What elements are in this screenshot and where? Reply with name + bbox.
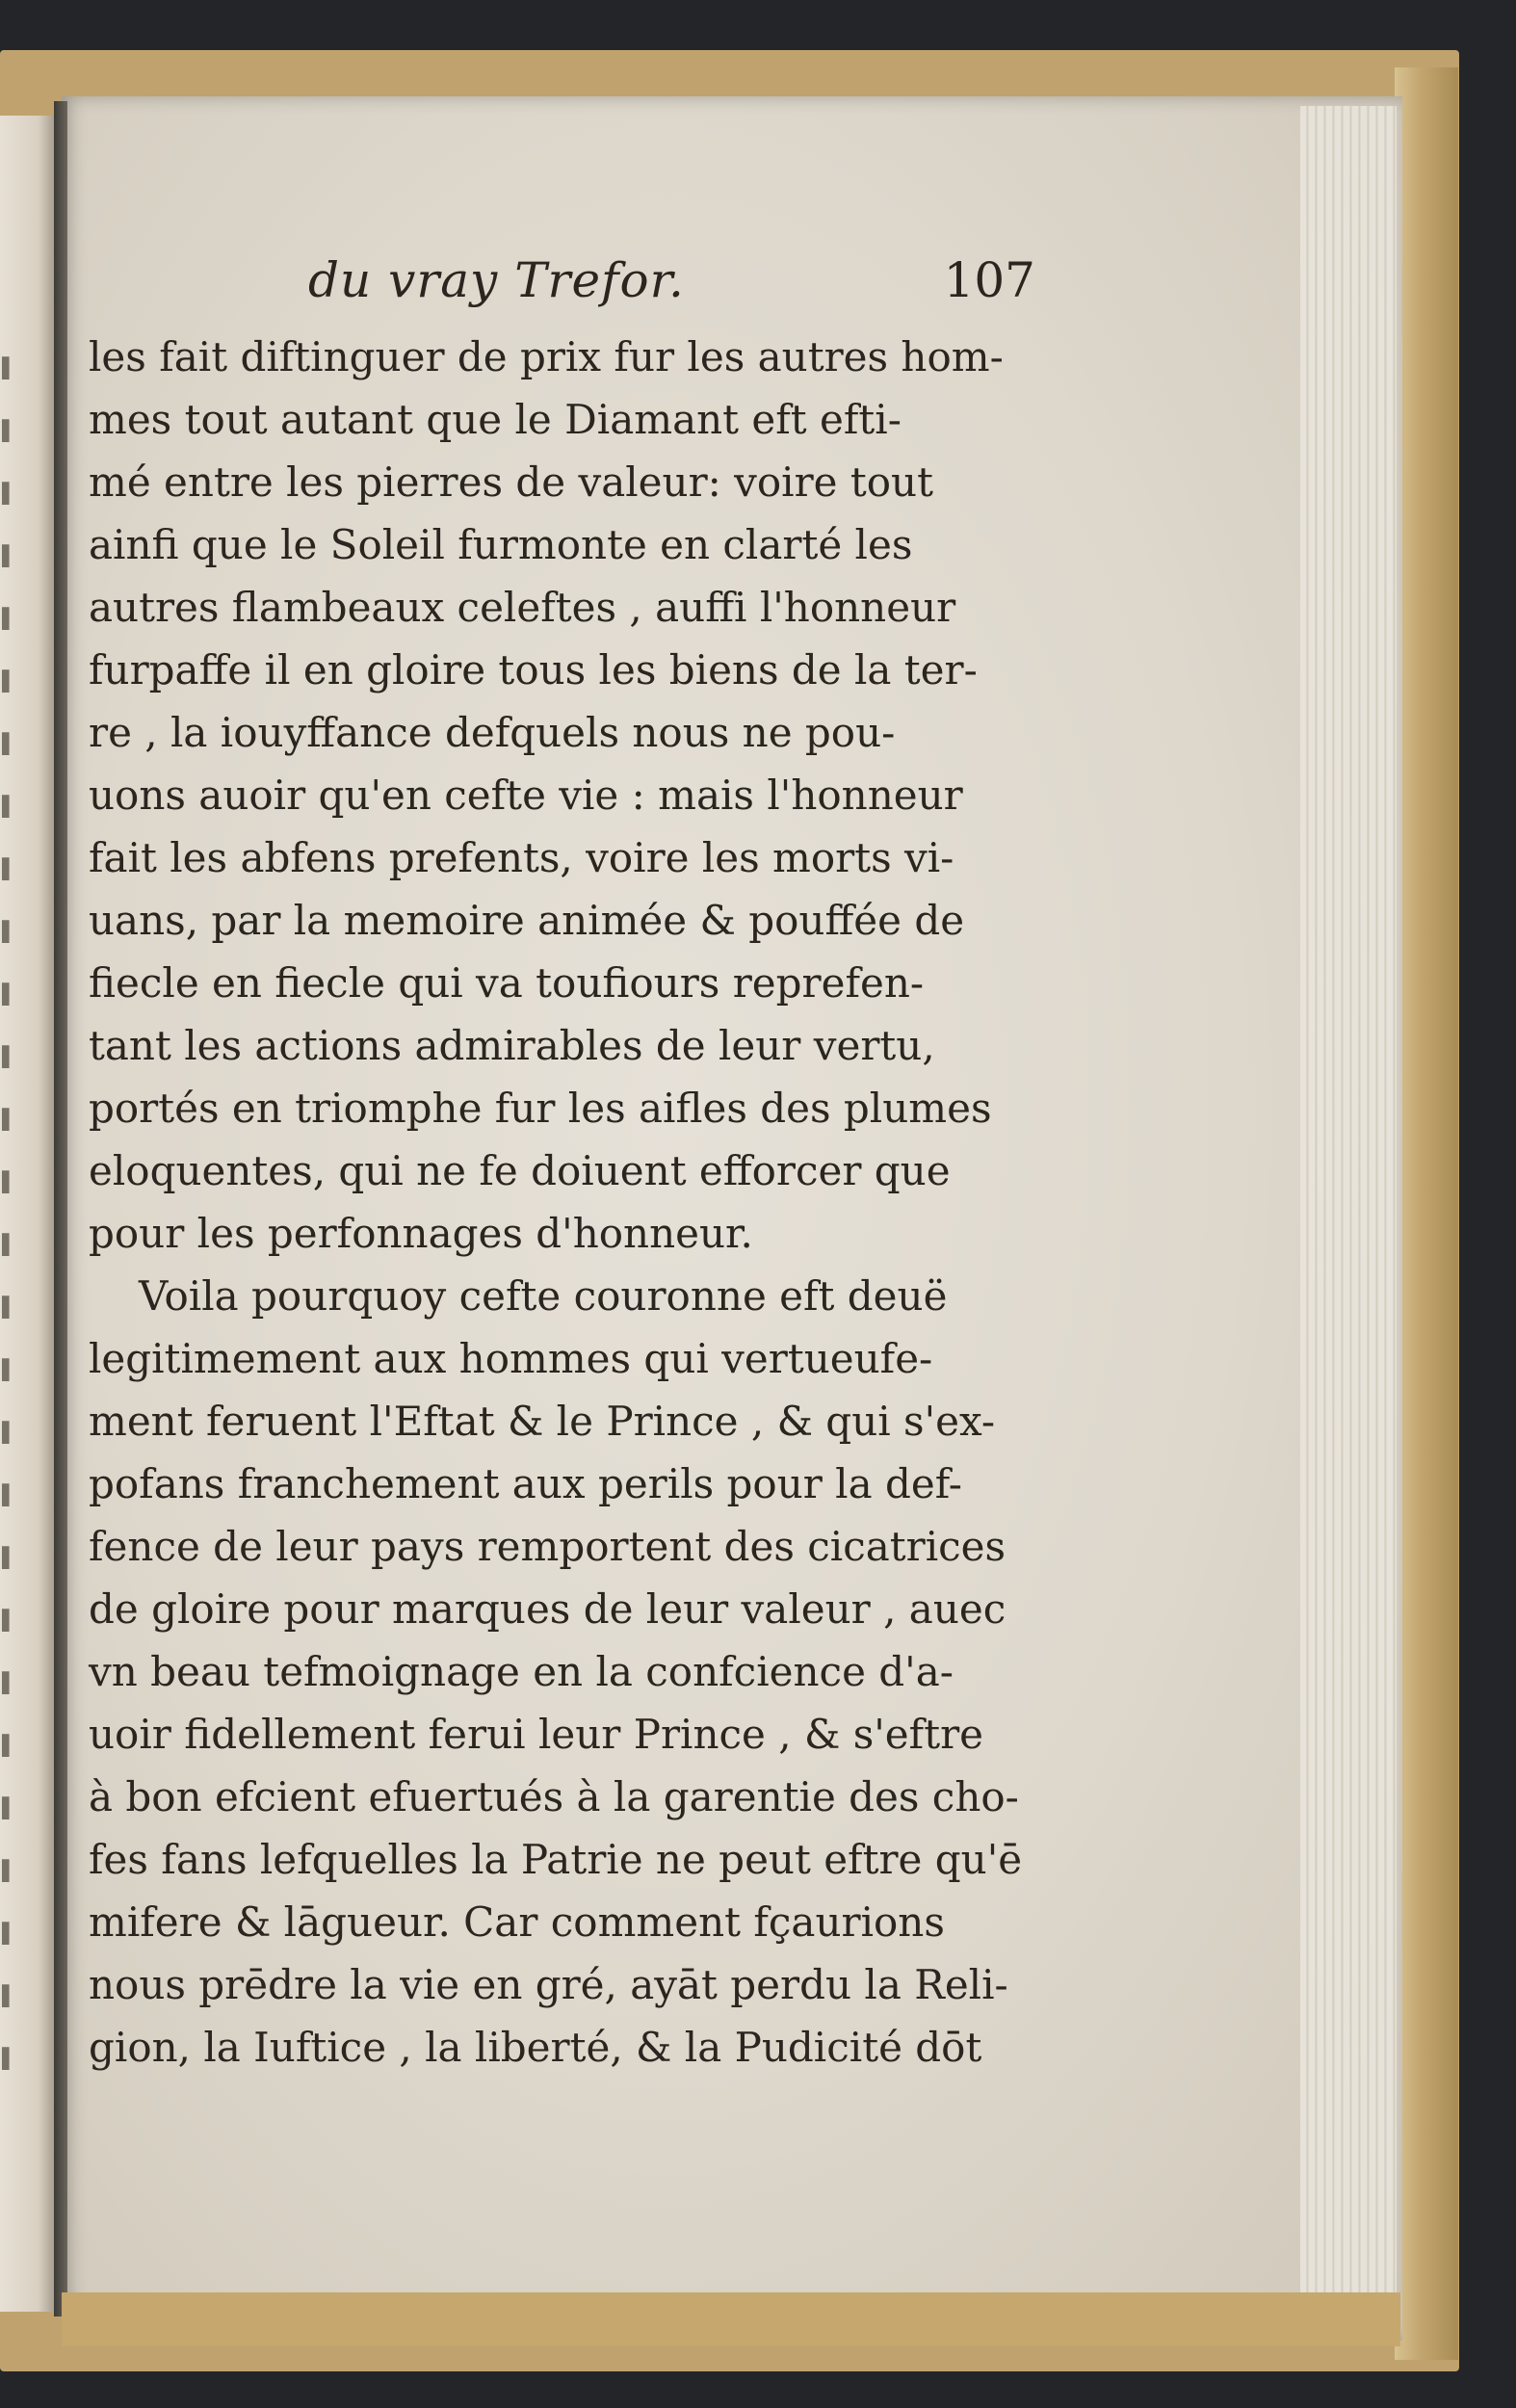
text-line: nous prēdre la vie en gré, ayāt perdu la Reli- — [89, 1961, 1008, 2008]
text-line: pofans franchement aux perils pour la def- — [89, 1460, 962, 1507]
page-number: 107 — [943, 252, 1035, 308]
text-line: uons auoir qu'en cefte vie : mais l'honneur — [89, 772, 963, 819]
text-line: re , la iouyffance defquels nous ne pou- — [89, 709, 896, 756]
text-line: legitimement aux hommes qui vertueufe- — [89, 1335, 933, 1382]
text-line: tant les actions admirables de leur vertu, — [89, 1022, 935, 1069]
text-line: ainfi que le Soleil furmonte en clarté les — [89, 521, 913, 568]
text-line: ment feruent l'Eftat & le Prince , & qui s'ex- — [89, 1398, 996, 1445]
text-line: fiecle en fiecle qui va toufiours reprefen- — [89, 959, 925, 1007]
text-line: pour les perfonnages d'honneur. — [89, 1210, 753, 1257]
text-line: à bon efcient efuertués à la garentie des cho- — [89, 1773, 1019, 1820]
gutter — [54, 101, 67, 2316]
text-line: fes fans lefquelles la Patrie ne peut eftre qu'ē — [89, 1836, 1023, 1883]
page-fore-edge — [1300, 106, 1397, 2321]
text-line: gion, la Iuftice , la liberté, & la Pudicité dōt — [89, 2024, 982, 2071]
text-line: autres flambeaux celeftes , auffi l'honneur — [89, 584, 956, 631]
text-line: vn beau tefmoignage en la confcience d'a- — [89, 1648, 954, 1695]
text-line: eloquentes, qui ne fe doiuent efforcer que — [89, 1147, 951, 1194]
running-title: du vray Trefor. — [308, 252, 685, 308]
text-line: portés en triomphe fur les aifles des plumes — [89, 1085, 992, 1132]
text-line: mifere & lāgueur. Car comment fçaurions — [89, 1898, 945, 1946]
paragraph-start-line: Voila pourquoy cefte couronne eft deuë — [139, 1272, 948, 1320]
text-line: uans, par la memoire animée & pouffée de — [89, 897, 965, 944]
text-line: mes tout autant que le Diamant eft efti- — [89, 396, 902, 443]
text-line: furpaffe il en gloire tous les biens de la ter- — [89, 646, 978, 694]
page-header — [289, 252, 1050, 329]
binding-edge — [1395, 67, 1458, 2360]
text-line: fence de leur pays remportent des cicatrices — [89, 1523, 1006, 1570]
text-line: mé entre les pierres de valeur: voire tout — [89, 458, 933, 506]
text-line: uoir fidellement ferui leur Prince , & s'eftre — [89, 1711, 984, 1758]
bottom-board-strip — [62, 2292, 1400, 2346]
text-line: les fait diftinguer de prix fur les autres hom- — [89, 333, 1004, 380]
facing-page-stubs: ▌ ▌ ▌ ▌ ▌ ▌ ▌ ▌ ▌ ▌ ▌ ▌ ▌ ▌ ▌ ▌ ▌ ▌ ▌ ▌ ▌ ▌ ▌ ▌ ▌ ▌ ▌ ▌ — [2, 356, 17, 2070]
text-line: fait les abfens prefents, voire les morts vi- — [89, 834, 954, 881]
text-line: de gloire pour marques de leur valeur , auec — [89, 1585, 1006, 1633]
body-text — [89, 326, 1061, 2079]
